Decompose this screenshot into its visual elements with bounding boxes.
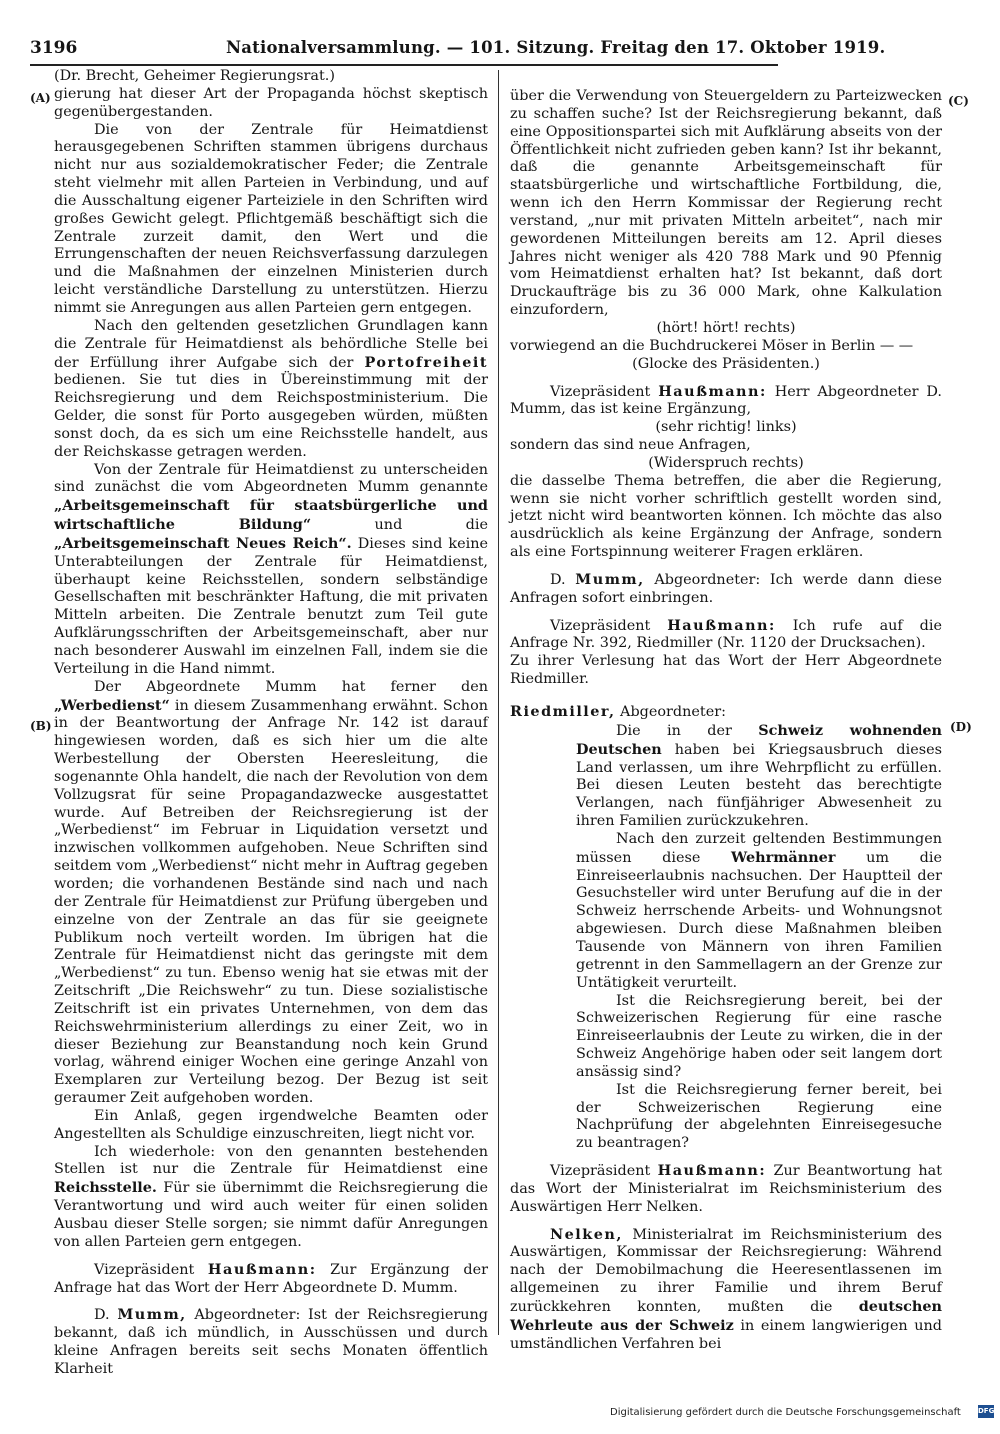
emphasis: „Arbeitsgemeinschaft für staatsbürgerliche und wirtschaftliche Bildung“: [54, 497, 488, 534]
text-run: Ich wiederhole: von den genannten bestehenden Stellen ist nur die Zentrale für Heimatdienst eine: [54, 1143, 488, 1178]
paragraph: [576, 722, 942, 831]
text-run: Abgeordneter: Ist der Reichsregierung bekannt, daß ich mündlich, in Ausschüssen und durch kleine Anfragen bereits seit sechs Monaten öffentlich Klarheit: [54, 1307, 488, 1377]
running-title: Nationalversammlung. — 101. Sitzung. Freitag den 17. Oktober 1919.: [226, 38, 886, 57]
dfg-logo: DFG: [978, 1405, 994, 1418]
text-run: Vizepräsident: [550, 383, 659, 400]
paragraph: Ist die Reichsregierung bereit, bei der Schweizerischen Regierung für eine rasche Einreiseerlaubnis der Leute zu wirken, die in der Schweiz Angehörige haben oder seit langem dort ansässig sind?: [576, 992, 942, 1080]
speaker-paragraph: [510, 617, 942, 654]
text-run: D.: [94, 1307, 118, 1324]
paragraph: Die von der Zentrale für Heimatdienst herausgegebenen Schriften stammen übrigens durchaus nicht nur aus sozialdemokratischer Feder; die Zentrale steht vielmehr mit allen Parteien in Verbindung, und auf die Ausschaltung eigener Parteiziele in den Schriften wird großes Gewicht gelegt. Pflichtgemäß beschäftigt sich die Zentrale zurzeit damit, den Wert und die Errungenschaften der neuen Reichsverfassung darzulegen und die Maßnahmen der einzelnen Ministerien durch leicht verständliche Darstellung zu unterstützen. Hierzu nimmt sie Anregungen aus allen Parteien gern entgegen.: [54, 121, 488, 316]
speaker-name: Mumm,: [575, 570, 645, 588]
paragraph: [54, 679, 488, 1108]
text-run: Nach den zurzeit geltenden Bestimmungen müssen diese: [576, 830, 942, 866]
interjection: (Glocke des Präsidenten.): [632, 355, 820, 372]
speaker-paragraph: [510, 571, 942, 608]
speaker-paragraph: [54, 1261, 488, 1298]
paragraph: gierung hat dieser Art der Propaganda höchst skeptisch gegenübergestanden.: [54, 85, 488, 120]
speaker-paragraph: [510, 1162, 942, 1217]
paragraph: [54, 462, 488, 679]
paragraph: Ist die Reichsregierung ferner bereit, bei der Schweizerischen Regierung eine Nachprüfung der abgelehnten Einreisegesuche zu beantragen?: [576, 1081, 942, 1152]
emphasis: „Werbedienst“: [54, 696, 170, 714]
emphasis: „Arbeitsgemeinschaft Neues Reich“.: [54, 534, 352, 552]
emphasis: Reichsstelle.: [54, 1179, 157, 1197]
column-divider: [498, 70, 499, 1335]
interjection: (sehr richtig! links): [655, 419, 797, 436]
margin-marker-c: (C): [948, 94, 969, 108]
text-run: Ich rufe auf die Anfrage Nr. 392, Riedmiller (Nr. 1120 der Drucksachen).: [510, 617, 942, 652]
speaker-name: Haußmann:: [667, 616, 776, 634]
emphasis: Wehrmänner: [731, 848, 836, 866]
text-run: um die Einreiseerlaubnis nachsuchen. Der Hauptteil der Gesuchsteller wird unter Berufung auf die in der Schweiz herrschende Arbeits- und Wohnungsnot abgewiesen. Durch diese Maßnahmen bleiben Tausende von Männern von ihren Familien getrennt in den Sammellagern an der Grenze zur Untätigkeit verurteilt.: [576, 849, 942, 991]
margin-marker-a: (A): [30, 91, 51, 105]
emphasis: Schweiz wohnenden Deutschen: [576, 721, 943, 758]
text-run: in diesem Zusammenhang erwähnt. Schon in der Beantwortung der Anfrage Nr. 142 ist darauf hingewiesen worden, daß es sich hier um die alte Werbestellung der Obersten Heeresleitung, die sogenannte Ohla handelt, die nach der Revolution von dem Vollzugsrat für seine Propagandazwecke ausgestattet wurde. Auf Betreiben der Reichsregierung ist der „Werbedienst“ im Februar in Liquidation versetzt und inzwischen vollkommen aufgehoben. Neue Schriften sind seitdem vom „Werbedienst“ nicht mehr in Auftrag gegeben worden; die vorhandenen Bestände sind nach und nach der Zentrale für Heimatdienst zur Prüfung übergeben und einzelne von der Zentrale an das für sie geeignete Publikum noch verteilt worden. Im übrigen hat die Zentrale für Heimatdienst nicht das geringste mit dem „Werbedienst“ zu tun. Ebenso wenig hat sie etwas mit der Zeitschrift „Die Reichswehr“ zu tun. Diese sozialistische Zeitschrift ist ein privates Unternehmen, von dem das Reichswehrministerium allerdings zu einer Zeit, wo in dieser Beziehung zur Beanstandung noch kein Grund vorlag, während einiger Wochen eine geringe Anzahl von Exemplaren zur Verteilung bezog. Der Bezug ist seit geraumer Zeit aufgehoben worden.: [54, 697, 488, 1107]
interjection: (Widerspruch rechts): [648, 454, 804, 471]
margin-marker-d: (D): [950, 720, 972, 734]
text-run: Vizepräsident: [94, 1261, 208, 1278]
text-run: Nach den geltenden gesetzlichen Grundlagen kann die Zentrale für Heimatdienst als behördliche Stelle bei der Erfüllung ihrer Aufgabe sich der: [54, 317, 488, 371]
paragraph: Ein Anlaß, gegen irgendwelche Beamten oder Angestellten als Schuldige einzuschreiten, liegt nicht vor.: [54, 1107, 488, 1142]
paragraph: [576, 831, 942, 993]
speaker-name: Riedmiller,: [510, 703, 616, 720]
speaker-name: Haußmann:: [207, 1260, 317, 1278]
paragraph: die dasselbe Thema betreffen, die aber die Regierung, wenn sie nicht vorher schriftlich gestellt worden sind, jetzt nicht wird beantworten können. Ich möchte das also ausdrücklich als keine Ergänzung der Anfrage, sondern als eine Fortspinnung weiterer Fragen erklären.: [510, 472, 942, 561]
text-run: in einem langwierigen und umständlichen Verfahren bei: [510, 1317, 942, 1352]
paragraph: [54, 318, 488, 462]
paragraph: sondern das sind neue Anfragen,: [510, 437, 751, 454]
speaker-name: Mumm,: [117, 1306, 187, 1324]
text-run: und die: [311, 517, 488, 534]
text-run: Ministerialrat im Reichsministerium des Auswärtigen, Kommissar der Reichsregierung: Während nach der Demobilmachung die Heeresentlassenen im allgemeinen zu ihrer Familie und ihrem Beruf zurückkehren konnten, mußten die: [510, 1226, 942, 1315]
inquiry-text: [576, 722, 942, 1153]
text-run: bedienen. Sie tut dies in Übereinstimmung mit der Reichsregierung und dem Reichspostministerium. Die Gelder, die sonst für Porto ausgegeben würden, müßten sonst doch, da es sich um eine Reichsstelle handelt, aus der Reichskasse getragen werden.: [54, 372, 488, 460]
text-run: Der Abgeordnete Mumm hat ferner den: [94, 678, 488, 695]
speaker-paragraph: [510, 703, 942, 722]
funding-note: Digitalisierung gefördert durch die Deutsche Forschungsgemeinschaft: [610, 1407, 961, 1418]
text-run: Abgeordneter:: [615, 704, 726, 720]
text-run: Vizepräsident: [550, 617, 668, 634]
text-run: Dieses sind keine Unterabteilungen der Zentrale für Heimatdienst, überhaupt keine Reichsstellen, sondern selbständige Gesellschaften mit beschränkter Haftung, die mit privaten Mitteln arbeiten. Die Zentrale benutzt zum Teil gute Aufklärungsschriften der Arbeitsgemeinschaft, aber nur nach besonderer Auswahl im einzelnen Fall, indem sie die Verteilung in die Hand nimmt.: [54, 535, 488, 677]
text-run: Die in der: [616, 722, 759, 739]
speaker-name: Haußmann:: [658, 382, 767, 400]
text-run: Von der Zentrale für Heimatdienst zu unterscheiden sind zunächst die vom Abgeordneten Mumm genannte: [54, 461, 488, 496]
header-rule: [30, 64, 778, 66]
right-column: [510, 88, 942, 1354]
text-run: haben bei Kriegsausbruch dieses Land verlassen, um ihre Wehrpflicht zu erfüllen. Bei diesen Leuten besteht das berechtigte Verlangen, nach fünfjähriger Abwesenheit zu ihren Familien zurückzukehren.: [576, 741, 942, 830]
page-number: 3196: [30, 38, 78, 58]
interjection: (hört! hört! rechts): [656, 319, 796, 336]
text-run: Zur Ergänzung der Anfrage hat das Wort der Herr Abgeordnete D. Mumm.: [54, 1261, 488, 1296]
paragraph: [54, 1144, 488, 1252]
speaker-paragraph: [54, 1306, 488, 1378]
text-run: Für sie übernimmt die Reichsregierung die Verantwortung und wird auch weiter für einen soliden Ausbau dieser Stelle sorgen; sie nimmt dafür Anregungen von allen Parteien gern entgegen.: [54, 1180, 488, 1250]
paragraph: Zu ihrer Verlesung hat das Wort der Herr Abgeordnete Riedmiller.: [510, 653, 942, 688]
text-run: Abgeordneter: Ich werde dann diese Anfragen sofort einbringen.: [510, 571, 942, 606]
margin-marker-b: (B): [30, 719, 52, 733]
text-run: Vizepräsident: [550, 1163, 658, 1180]
page-header: [30, 38, 886, 62]
text-run: Herr Abgeordneter D. Mumm, das ist keine Ergänzung,: [510, 383, 942, 418]
speaker-paragraph: [510, 1226, 942, 1354]
paragraph: vorwiegend an die Buchdruckerei Möser in Berlin — —: [510, 337, 914, 354]
text-run: D.: [550, 571, 576, 588]
emphasis: Portofreiheit: [364, 353, 488, 371]
emphasis: deutschen Wehrleute aus der Schweiz: [510, 1298, 942, 1334]
speaker-continuation: (Dr. Brecht, Geheimer Regierungsrat.): [54, 68, 335, 84]
left-column: [54, 68, 488, 1379]
speaker-paragraph: [510, 383, 942, 420]
speaker-name: Haußmann:: [657, 1162, 767, 1180]
text-run: Zur Beantwortung hat das Wort der Ministerialrat im Reichsministerium des Auswärtigen Herr Nelken.: [510, 1163, 942, 1215]
paragraph: über die Verwendung von Steuergeldern zu Parteizwecken zu schaffen suche? Ist der Reichsregierung bekannt, daß eine Oppositionspartei sich mit Aufklärung abseits von der Öffentlichkeit nicht zufrieden geben kann? Ist ihr bekannt, daß die genannte Arbeitsgemeinschaft für staatsbürgerliche und wirtschaftliche Fortbildung, die, wenn ich den Herrn Kommissar der Regierung recht verstand, „nur mit privaten Mitteln arbeitet“, nach mir gewordenen Mitteilungen bereits am 12. April dieses Jahres nicht weniger als 420 788 Mark und 90 Pfennig vom Heimatdienst erhalten hat? Ist bekannt, daß dort Druckaufträge bis zu 36 000 Mark, ohne Kalkulation einzufordern,: [510, 88, 942, 319]
speaker-name: Nelken,: [550, 1225, 623, 1243]
